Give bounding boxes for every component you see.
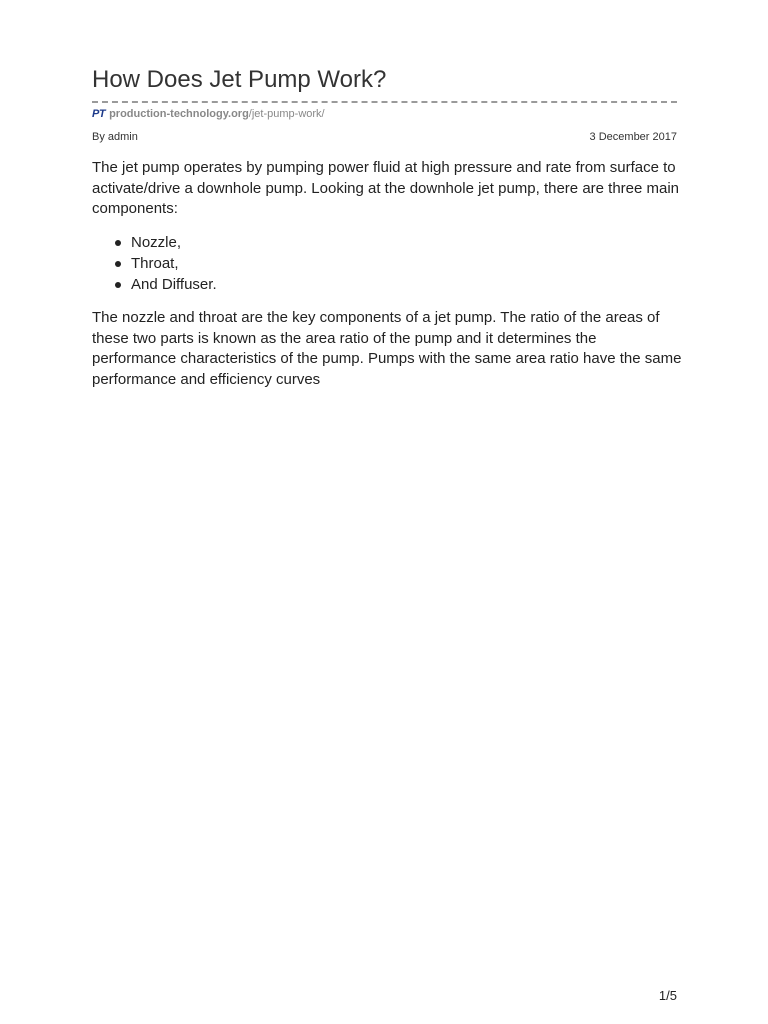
publish-date: 3 December 2017 xyxy=(589,131,677,143)
body-paragraph: The nozzle and throat are the key components of a jet pump. The ratio of the areas of these two parts is known as the area ratio of the pump and it determines the performance characteristics of the pump. Pumps with the same area ratio have the same performance and efficiency curves xyxy=(92,309,682,388)
list-item-label: And Diffuser. xyxy=(131,276,217,293)
author-byline: By admin xyxy=(92,131,138,143)
list-item xyxy=(92,274,217,295)
list-item-label: Nozzle, xyxy=(131,234,182,251)
bullet-icon xyxy=(115,282,121,288)
intro-paragraph: The jet pump operates by pumping power fluid at high pressure and rate from surface to activate/drive a downhole pump. Looking at the downhole jet pump, there are three main components: xyxy=(92,159,680,217)
list-item-label: Throat, xyxy=(131,255,179,272)
list-item xyxy=(92,232,217,253)
bullet-icon xyxy=(115,240,121,246)
site-logo-icon: PT xyxy=(92,108,106,120)
source-path[interactable]: /jet-pump-work/ xyxy=(248,108,325,120)
page-title: How Does Jet Pump Work? xyxy=(92,66,387,93)
source-domain[interactable]: production-technology.org xyxy=(109,108,249,120)
page-number: 1/5 xyxy=(658,988,677,1003)
bullet-icon xyxy=(115,261,121,267)
list-item xyxy=(92,253,217,274)
title-divider xyxy=(92,101,677,103)
components-list xyxy=(92,232,217,295)
source-url[interactable] xyxy=(92,108,325,120)
